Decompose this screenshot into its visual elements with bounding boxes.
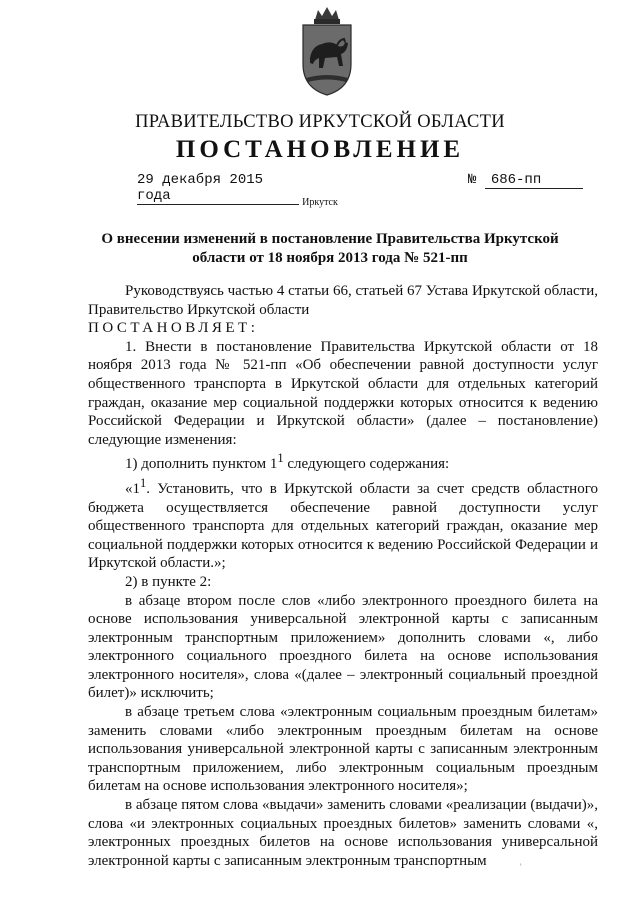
paragraph-resolves: ПОСТАНОВЛЯЕТ:: [88, 320, 259, 337]
document-type: ПОСТАНОВЛЕНИЕ: [175, 136, 465, 163]
organization-name: ПРАВИТЕЛЬСТВО ИРКУТСКОЙ ОБЛАСТИ: [135, 112, 505, 132]
paragraph-new-point: [88, 474, 598, 573]
paragraph-abzac-2: в абзаце втором после слов «либо электронного проездного билета на основе использования универсальной электронной карты с записанным электронным транспортным приложением» дополнить словами «, либо электронного социального проездного билета на основе использования электронного носителя», слова «(далее – электронный социальный проездной билет)» исключить;: [88, 592, 598, 702]
subitem-1-text-end: следующего содержания:: [283, 456, 450, 473]
scan-artifact: ˒: [519, 858, 523, 869]
document-date: 29 декабря 2015 года: [137, 172, 299, 205]
paragraph-item-1: 1. Внести в постановление Правительства Иркутской области от 18 ноября 2013 года № 521-пп «Об обеспечении равной доступности услуг общественного транспорта в Иркутской области для отдельных категорий граждан, оказание мер социальной поддержки которых относится к ведению Российской Федерации и Иркутской области» (далее – постановление) следующие изменения:: [88, 338, 598, 448]
paragraph-abzac-3: в абзаце третьем слова «электронным социальным проездным билетам» заменить словами «либо электронным проездным билетам на основе использования универсальной электронной карты с записанным электронным транспортным приложением, либо электронным социальным проездным билетам на основе использования электронного носителя»;: [88, 704, 598, 795]
superscript: 1: [140, 475, 147, 490]
paragraph-subitem-1: [88, 449, 598, 474]
new-point-start: «1: [125, 480, 140, 497]
paragraph-abzac-5: в абзаце пятом слова «выдачи» заменить словами «реализации (выдачи)», слова «и электронных социальных проездных билетов» заменить словами «, электронных проездных билетов на основе использования универсальной электронной карты с записанным электронным транспортным: [88, 797, 598, 869]
subitem-1-text: 1) дополнить пунктом 1: [125, 456, 278, 473]
document-number: 686-пп: [485, 172, 583, 189]
city-name: Иркутск: [302, 197, 338, 208]
number-sign: №: [468, 172, 477, 188]
coat-of-arms-icon: [298, 6, 356, 96]
paragraph-preamble: Руководствуясь частью 4 статьи 66, статьей 67 Устава Иркутской области, Правительство Иркутской области: [88, 283, 598, 318]
document-title: О внесении изменений в постановление Правительства Иркутской области от 18 ноября 2013 года № 521-пп: [101, 231, 559, 266]
document-body: [88, 282, 598, 870]
superscript: 1: [277, 451, 284, 466]
document-number-group: [468, 172, 583, 189]
paragraph-subitem-2: 2) в пункте 2:: [125, 573, 212, 590]
new-point-text: . Установить, что в Иркутской области за счет средств областного бюджета осуществляется обеспечение равной доступности услуг общественного транспорта для отдельных категорий граждан, оказание мер социальной поддержки которых относится к ведению Российской Федерации и Иркутской области.»;: [88, 480, 598, 572]
